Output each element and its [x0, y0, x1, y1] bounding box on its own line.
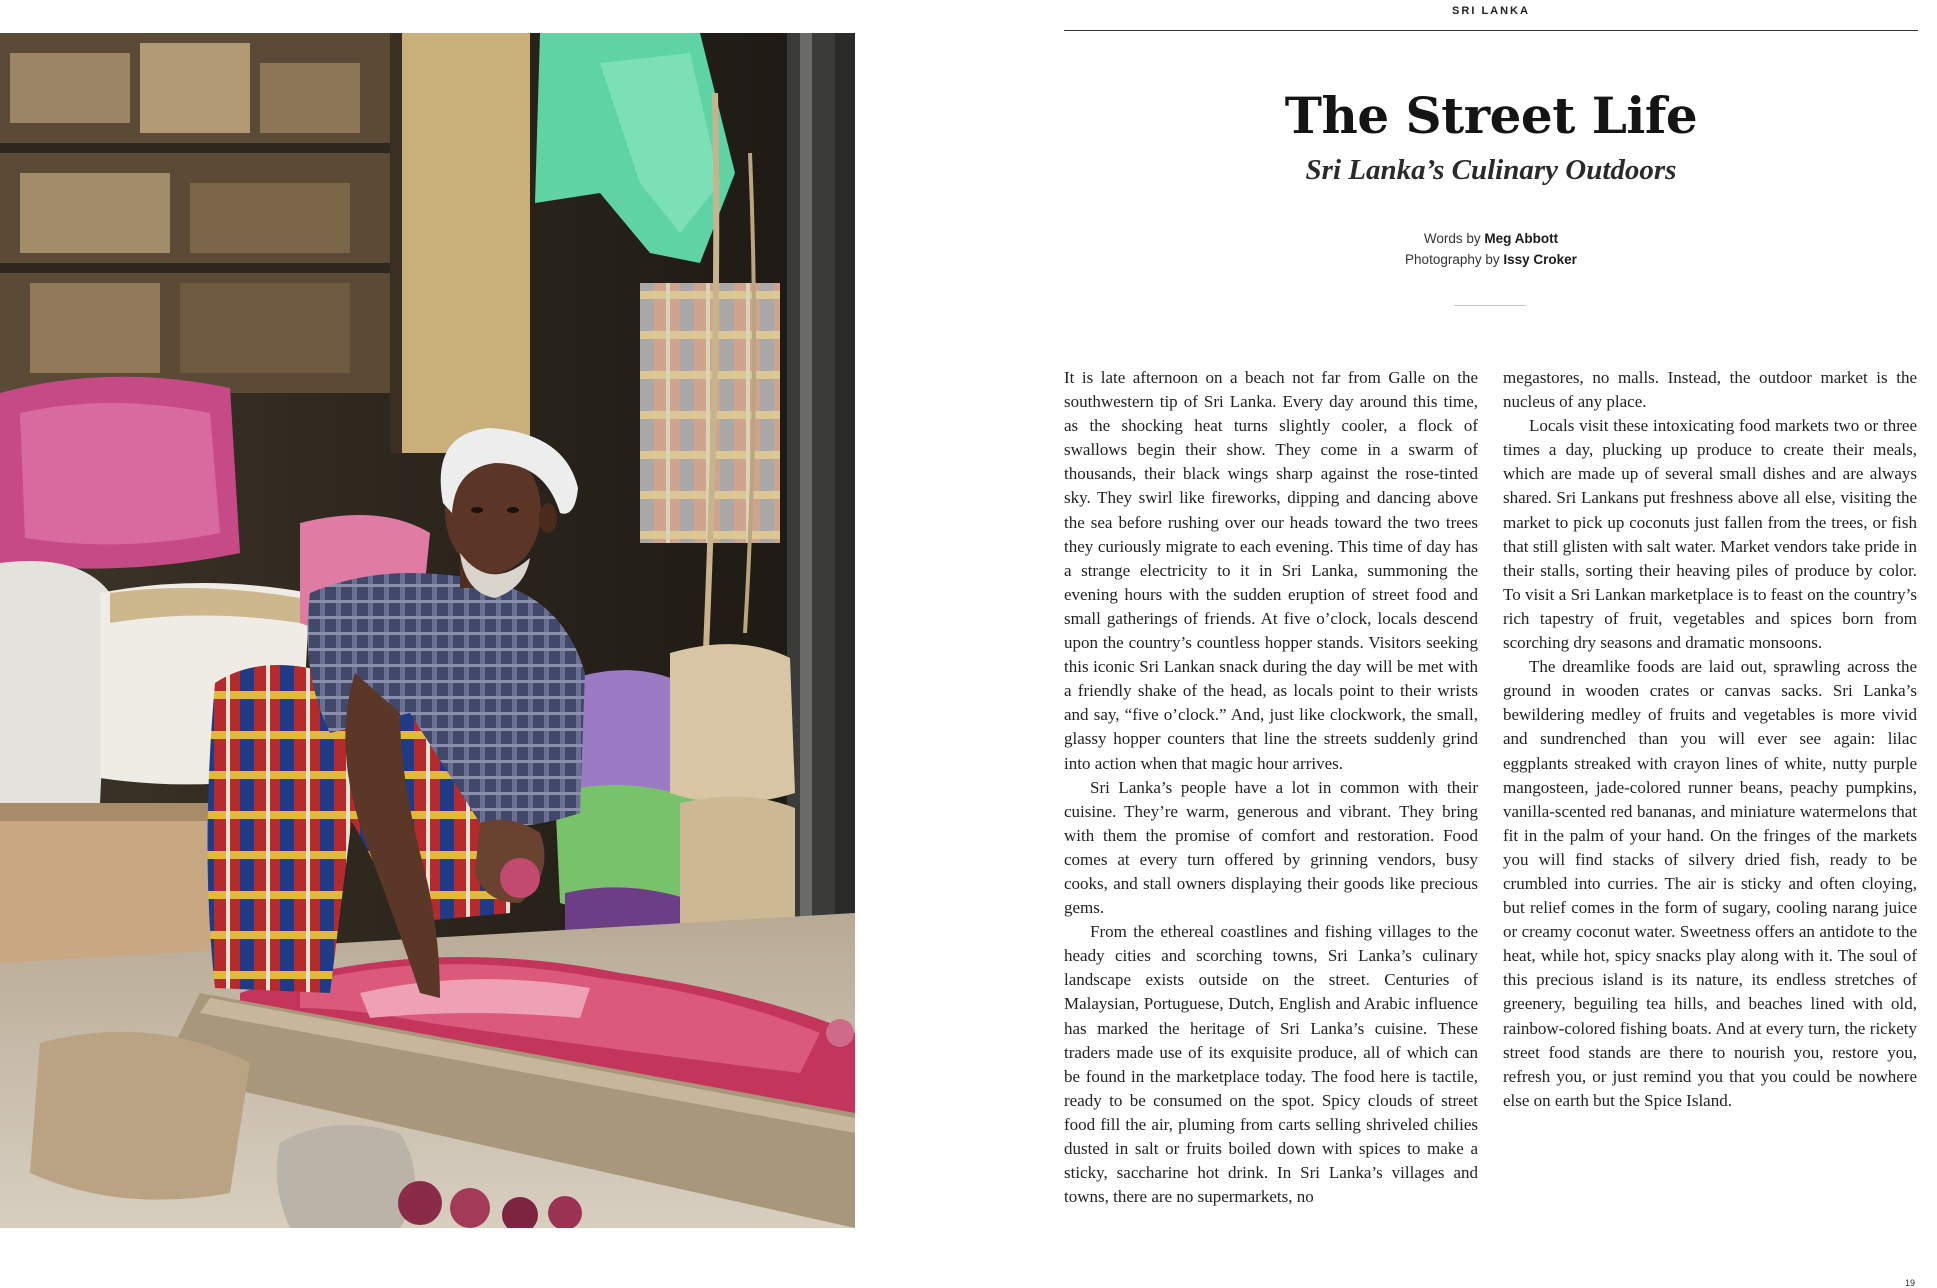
- words-credit: [1064, 228, 1918, 249]
- section-label: SRI LANKA: [1452, 5, 1530, 17]
- photo-credit: [1064, 249, 1918, 270]
- page-number: 19: [1905, 1278, 1916, 1288]
- paragraph: Sri Lanka’s people have a lot in common with their cuisine. They’re warm, generous and vibrant. They bring with them the promise of comfort and restoration. Food comes at every turn offered by grinning vendors, busy cooks, and stall owners displaying their goods like precious gems.: [1064, 777, 1478, 918]
- body-column-1: [1064, 366, 1478, 1209]
- paragraph: From the ethereal coastlines and fishing villages to the heady cities and scorching towns, Sri Lanka’s culinary landscape exists outside on the street. Centuries of Malaysian, Portuguese, Dutch, English and Arabic influence has marked the heritage of Sri Lanka’s cuisine. These traders made use of its exquisite produce, all of which can be found in the marketplace today. The food here is tactile, ready to be consumed on the spot. Spicy clouds of street food fill the air, pluming from carts selling shriveled chilies dusted in salt or fruits boiled down with spices to make a sticky, saccharine hot drink. In Sri Lanka’s villages and towns, there are no supermarkets, no: [1064, 922, 1478, 1207]
- title-divider: [1454, 305, 1526, 306]
- words-prefix: Words by: [1423, 231, 1481, 246]
- paragraph: It is late afternoon on a beach not far from Galle on the southwestern tip of Sri Lanka. Every day around this time, as the shocking heat turns slightly cooler, a flock of swallows begin their show. They come in a swarm of thousands, their black wings sharp against the rose-tinted sky. They swirl like fireworks, dipping and dancing above the sea before rushing over our heads toward the two trees they curiously migrate to each evening. This time of day has a strange electricity to it in Sri Lanka, summoning the evening hours with the sudden eruption of street food and small gatherings of friends. At five o’clock, locals descend upon the country’s countless hopper stands. Visitors seeking this iconic Sri Lankan snack during the day will be met with a friendly shake of the head, as locals point to their wrists and say, “five o’clock.” And, just like clockwork, the small, glassy hopper counters that line the streets suddenly grind into action when that magic hour arrives.: [1064, 368, 1478, 773]
- words-author: Meg Abbott: [1484, 231, 1559, 246]
- header-rule: [1064, 30, 1918, 31]
- article-title: The Street Life: [1284, 86, 1698, 145]
- market-vendor-illustration: [0, 33, 855, 1228]
- paragraph-continued: megastores, no malls. Instead, the outdoor market is the nucleus of any place.: [1503, 368, 1917, 412]
- paragraph: Locals visit these intoxicating food markets two or three times a day, plucking up produce to create their meals, which are made up of several small dishes and are always shared. Sri Lankans put freshness above all else, visiting the market to pick up coconuts just fallen from the trees, or fish that still glisten with salt water. Market vendors take pride in their stalls, sorting their heaving piles of produce by color. To visit a Sri Lankan marketplace is to feast on the country’s rich tapestry of fruit, vegetables and spices born from scorching dry seasons and dramatic monsoons.: [1503, 416, 1917, 653]
- article-credits: [1064, 228, 1918, 270]
- market-vendor-photo: [0, 33, 855, 1228]
- photo-author: Issy Croker: [1503, 252, 1577, 267]
- photo-prefix: Photography by: [1405, 252, 1500, 267]
- body-column-2: [1503, 366, 1917, 1113]
- article-subtitle: Sri Lanka’s Culinary Outdoors: [1305, 154, 1677, 186]
- paragraph: The dreamlike foods are laid out, sprawling across the ground in wooden crates or canvas sacks. Sri Lanka’s bewildering medley of fruits and vegetables is more vivid and sundrenched than you will ever see again: lilac eggplants streaked with crayon lines of white, nutty purple mangosteen, jade-colored runner beans, peachy pumpkins, vanilla-scented red bananas, and miniature watermelons that fit in the palm of your hand. On the fringes of the markets you will find stacks of silvery dried fish, ready to be crumbled into curries. The air is sticky and often cloying, but relief comes in the form of sugary, cooling narang juice or creamy coconut water. Sweetness offers an antidote to the heat, while hot, spicy snacks play along with it. The soul of this precious island is its nature, its endless stretches of greenery, beguiling tea hills, and beaches lined with old, rainbow-colored fishing boats. And at every turn, the rickety street food stands are there to nourish you, restore you, refresh you, or just remind you that you could be nowhere else on earth but the Spice Island.: [1503, 657, 1917, 1110]
